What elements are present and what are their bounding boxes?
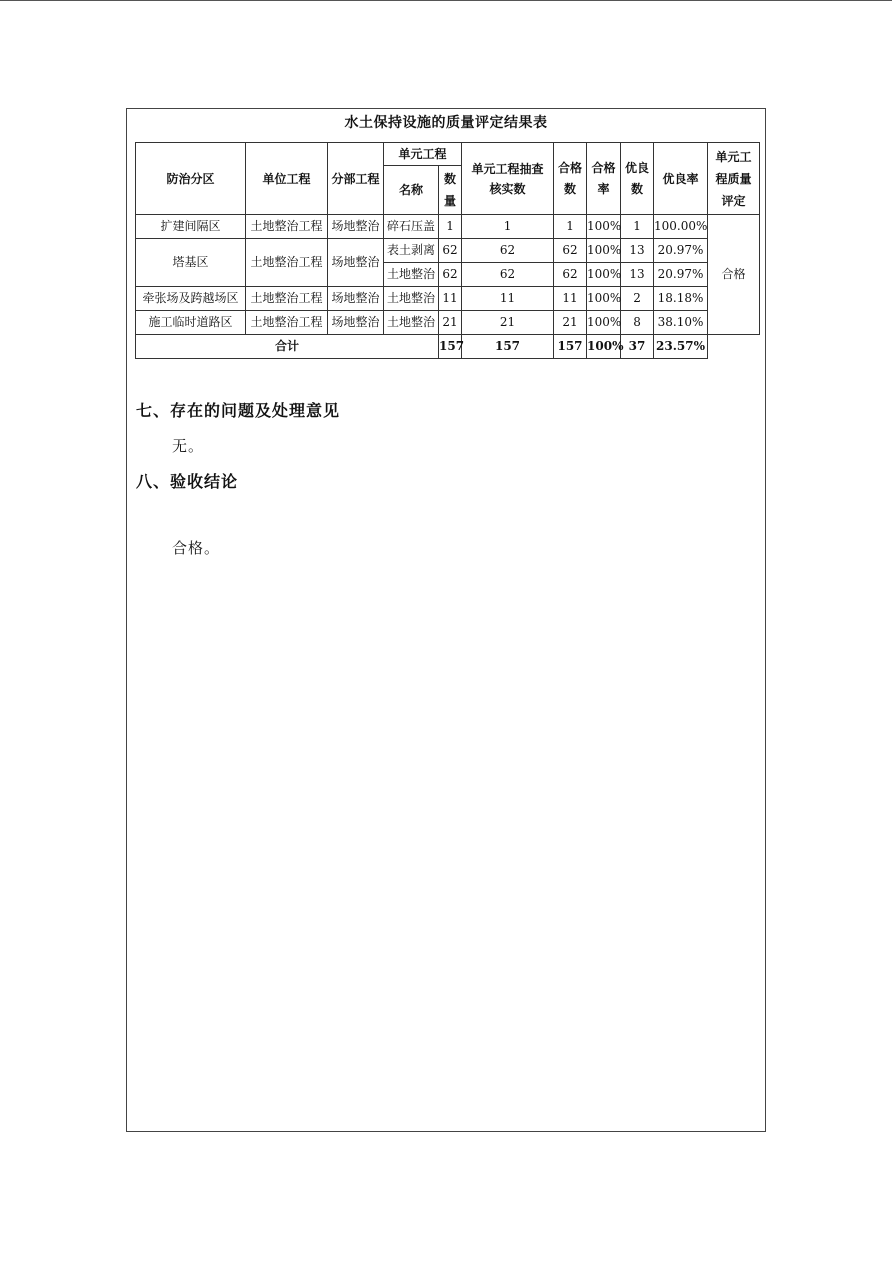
cell-sampled: 62	[462, 239, 554, 263]
cell-unit: 土地整治工程	[246, 239, 328, 287]
header-count: 数量	[439, 166, 462, 215]
header-element-project: 单元工程	[384, 143, 462, 166]
total-excellent: 37	[621, 335, 654, 359]
total-excellent-rate: 23.57%	[654, 335, 708, 359]
quality-assessment-table	[135, 142, 760, 359]
section-8-body: 合格。	[172, 539, 221, 557]
cell-zone: 施工临时道路区	[136, 311, 246, 335]
header-qualified: 合格数	[554, 143, 587, 215]
cell-sub: 场地整治	[328, 239, 384, 287]
cell-qualified: 1	[554, 215, 587, 239]
header-excellent-rate: 优良率	[654, 143, 708, 215]
cell-excellent-rate: 20.97%	[654, 263, 708, 287]
cell-name: 土地整治	[384, 311, 439, 335]
cell-excellent-rate: 38.10%	[654, 311, 708, 335]
cell-grade: 合格	[708, 215, 760, 335]
cell-excellent: 13	[621, 239, 654, 263]
section-7-heading: 七、存在的问题及处理意见	[136, 401, 341, 420]
cell-zone: 塔基区	[136, 239, 246, 287]
table-row	[136, 287, 760, 311]
section-7-body: 无。	[172, 437, 205, 455]
cell-count: 62	[439, 239, 462, 263]
header-zone: 防治分区	[136, 143, 246, 215]
cell-sub: 场地整治	[328, 215, 384, 239]
cell-sampled: 1	[462, 215, 554, 239]
cell-name: 土地整治	[384, 263, 439, 287]
table-row	[136, 215, 760, 239]
header-sampled: 单元工程抽查核实数	[462, 143, 554, 215]
table-row	[136, 239, 760, 263]
cell-sub: 场地整治	[328, 311, 384, 335]
cell-excellent: 1	[621, 215, 654, 239]
total-qualified: 157	[554, 335, 587, 359]
header-unit-project: 单位工程	[246, 143, 328, 215]
cell-unit: 土地整治工程	[246, 215, 328, 239]
cell-name: 表土剥离	[384, 239, 439, 263]
cell-excellent-rate: 18.18%	[654, 287, 708, 311]
cell-sub: 场地整治	[328, 287, 384, 311]
cell-unit: 土地整治工程	[246, 287, 328, 311]
cell-name: 土地整治	[384, 287, 439, 311]
cell-excellent: 2	[621, 287, 654, 311]
header-excellent: 优良数	[621, 143, 654, 215]
form-frame	[126, 108, 766, 1132]
header-name: 名称	[384, 166, 439, 215]
cell-qualified: 21	[554, 311, 587, 335]
cell-excellent: 13	[621, 263, 654, 287]
header-pass-rate: 合格率	[587, 143, 621, 215]
table-row	[136, 311, 760, 335]
cell-qualified: 62	[554, 263, 587, 287]
cell-count: 1	[439, 215, 462, 239]
cell-name: 碎石压盖	[384, 215, 439, 239]
total-pass-rate: 100%	[587, 335, 621, 359]
cell-pass-rate: 100%	[587, 239, 621, 263]
cell-pass-rate: 100%	[587, 311, 621, 335]
cell-sampled: 21	[462, 311, 554, 335]
header-row	[136, 143, 760, 166]
cell-qualified: 62	[554, 239, 587, 263]
cell-count: 62	[439, 263, 462, 287]
table-title: 水土保持设施的质量评定结果表	[344, 115, 548, 131]
total-sampled: 157	[462, 335, 554, 359]
cell-pass-rate: 100%	[587, 263, 621, 287]
cell-pass-rate: 100%	[587, 287, 621, 311]
page-top-border	[0, 0, 892, 1]
cell-count: 11	[439, 287, 462, 311]
cell-sampled: 62	[462, 263, 554, 287]
total-row	[136, 335, 760, 359]
total-count: 157	[439, 335, 462, 359]
cell-qualified: 11	[554, 287, 587, 311]
cell-excellent: 8	[621, 311, 654, 335]
cell-unit: 土地整治工程	[246, 311, 328, 335]
header-grade: 单元工程质量评定	[708, 143, 760, 215]
total-label: 合计	[136, 335, 439, 359]
cell-excellent-rate: 20.97%	[654, 239, 708, 263]
cell-pass-rate: 100%	[587, 215, 621, 239]
cell-sampled: 11	[462, 287, 554, 311]
cell-count: 21	[439, 311, 462, 335]
cell-excellent-rate: 100.00%	[654, 215, 708, 239]
header-sub-project: 分部工程	[328, 143, 384, 215]
cell-zone: 牵张场及跨越场区	[136, 287, 246, 311]
section-8-heading: 八、验收结论	[136, 472, 239, 491]
cell-zone: 扩建间隔区	[136, 215, 246, 239]
